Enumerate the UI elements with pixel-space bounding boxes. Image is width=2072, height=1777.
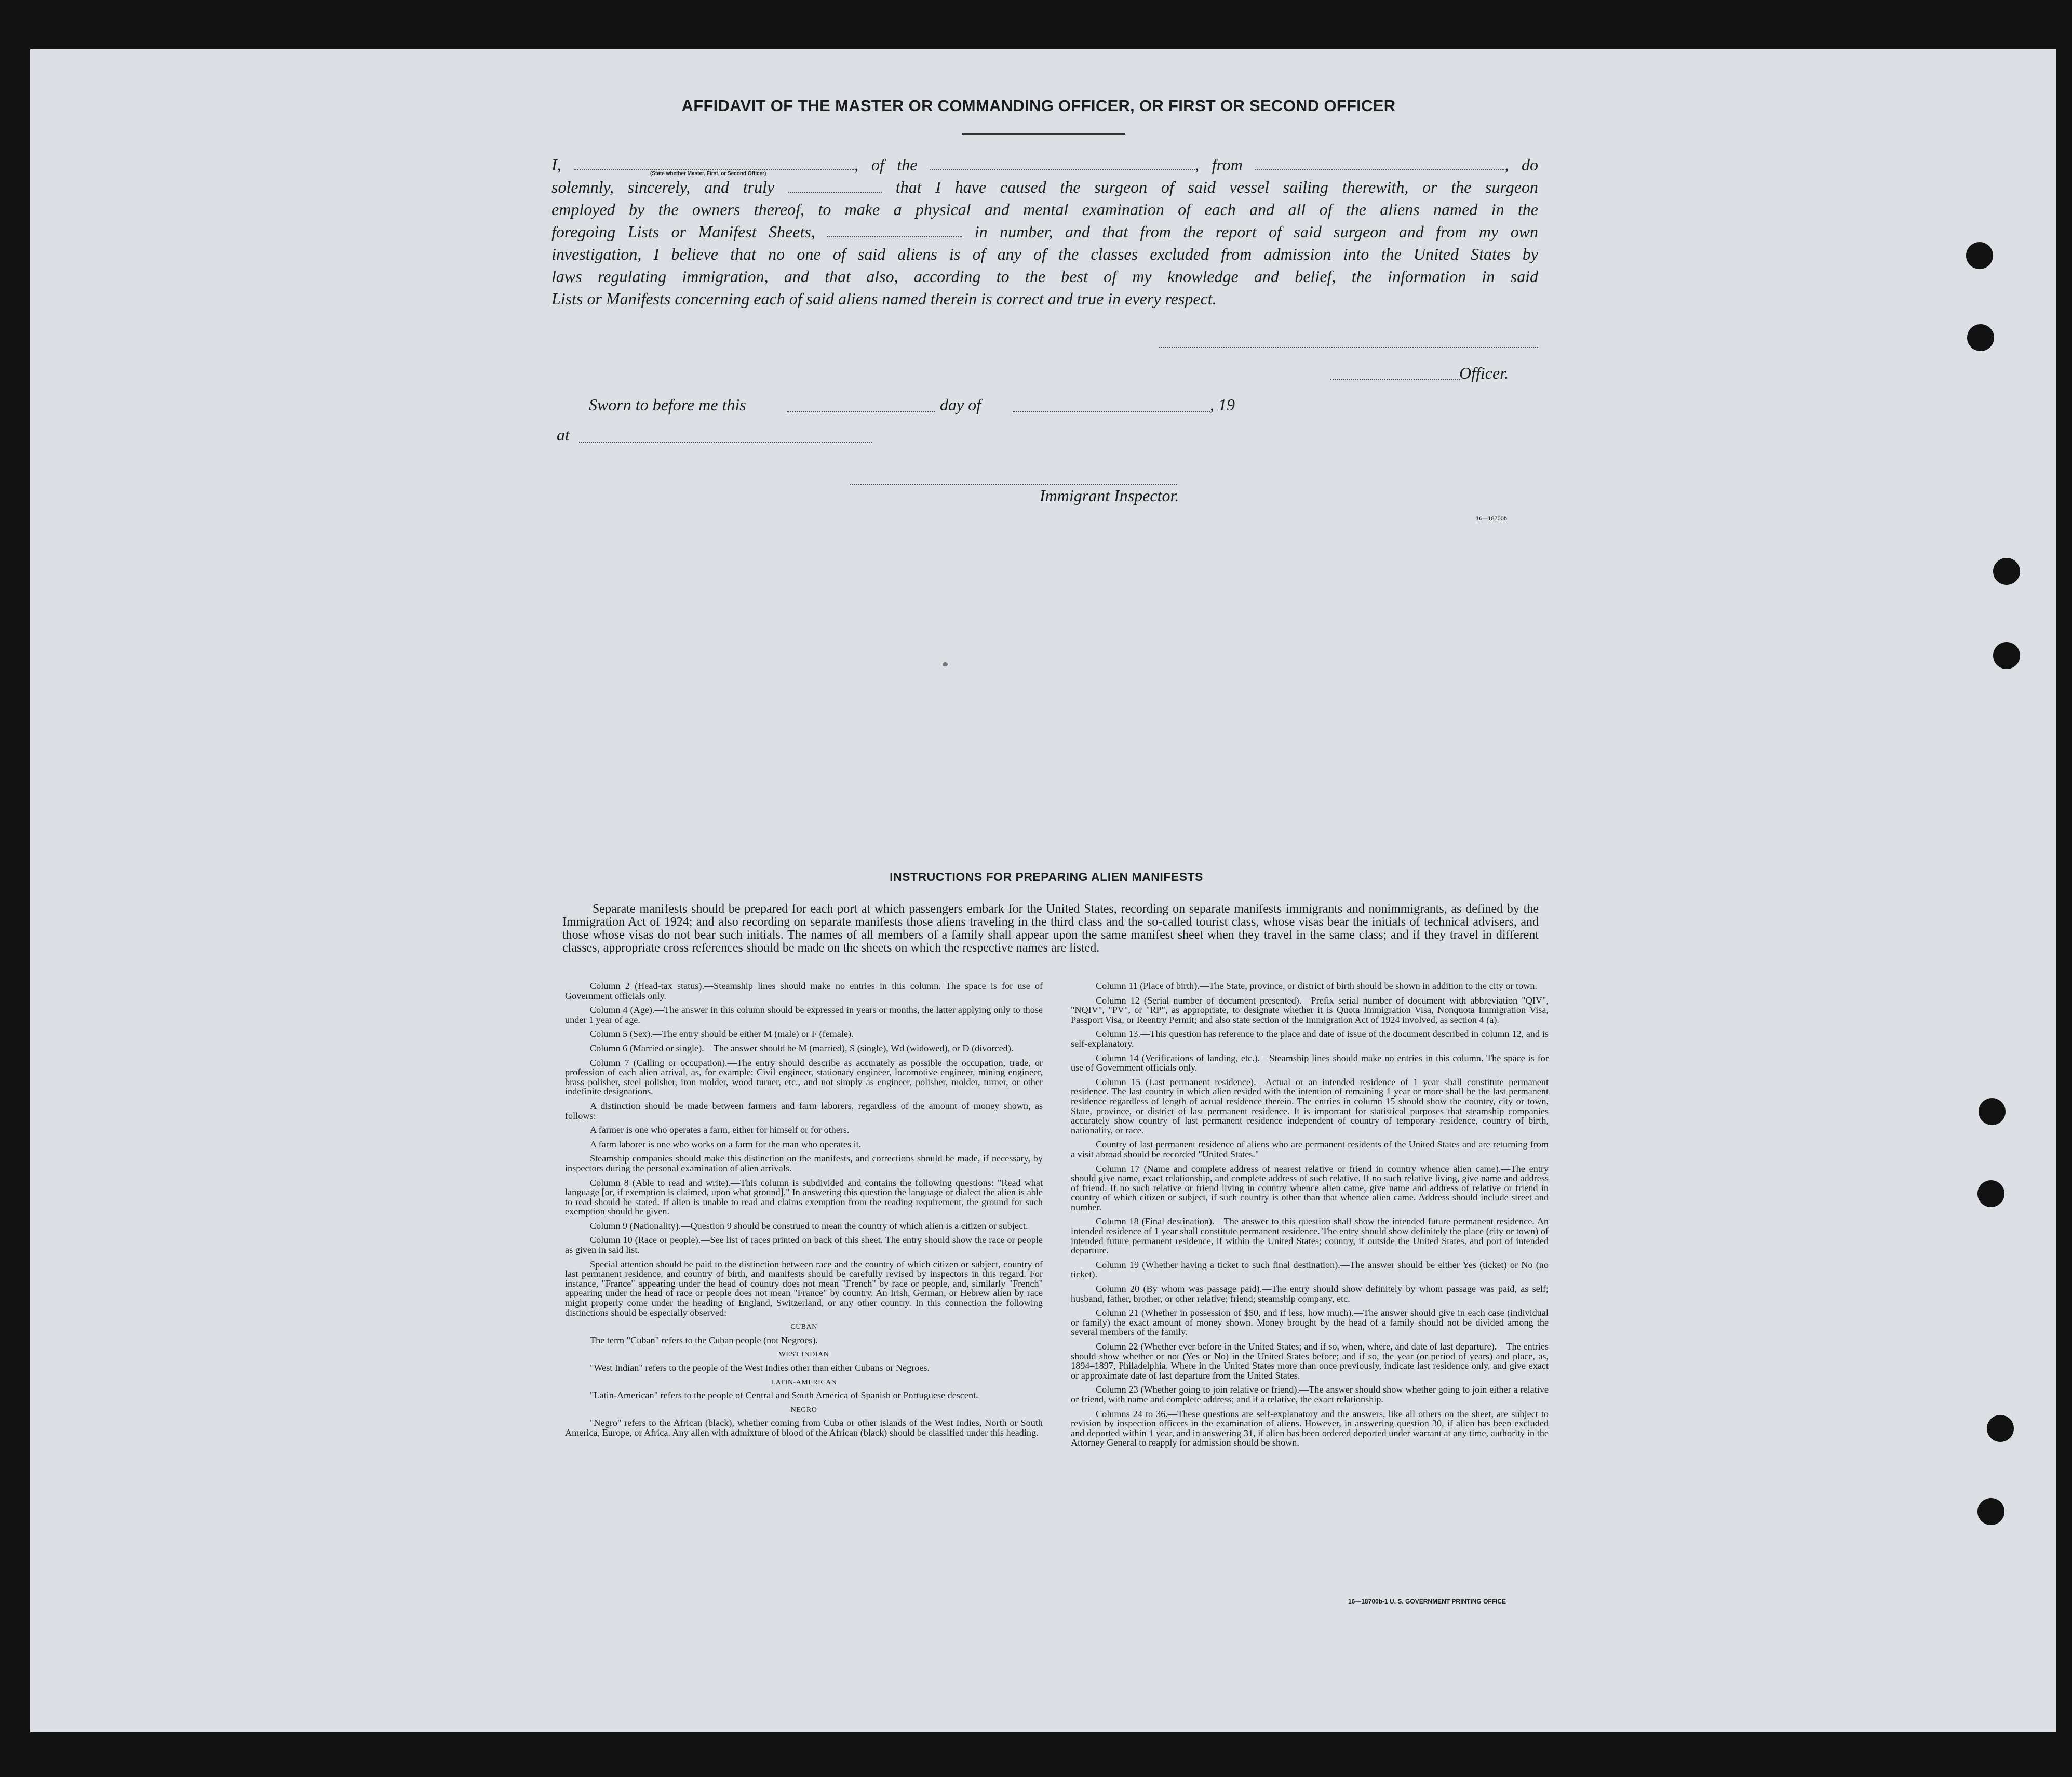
- punch-hole: [1977, 1498, 2004, 1525]
- affidavit-title: AFFIDAVIT OF THE MASTER OR COMMANDING OFFICER, OR FIRST OR SECOND OFFICER: [681, 97, 1396, 115]
- sheet-count-blank[interactable]: [827, 226, 962, 237]
- affidavit-body: [551, 154, 1538, 310]
- instruction-paragraph: Columns 24 to 36.—These questions are self-explanatory and the answers, like all others on the sheet, are subject to revision by inspection officers in the examination of aliens. However, in answering question 30, if alien has been excluded and deported within 1 year, and in answering 31, if alien has been ordered deported under warrant at any time, authority in the Attorney General to reapply for admission should be shown.: [1071, 1408, 1549, 1448]
- title-rule: [962, 133, 1125, 135]
- affidavit-line-5: investigation, I believe that no one of said aliens is of any of the classes excluded from admission into the United States by: [551, 245, 1538, 263]
- instruction-paragraph: Column 23 (Whether going to join relative or friend).—The answer should show whether going to join either a relative or friend, with name and complete address; and if a relative, the exact relationship.: [1071, 1384, 1549, 1405]
- instruction-paragraph: Column 6 (Married or single).—The answer should be M (married), S (single), Wd (widowed), or D (divorced).: [590, 1043, 1014, 1053]
- punch-hole: [1987, 1415, 2014, 1442]
- instructions-title: INSTRUCTIONS FOR PREPARING ALIEN MANIFESTS: [890, 870, 1203, 884]
- sworn-month-blank[interactable]: [1013, 411, 1210, 412]
- affidavit-line-7: Lists or Manifests concerning each of said aliens named therein is correct and true in every respect.: [551, 289, 1217, 308]
- affidavit-line-4: foregoing Lists or Manifest Sheets, in number, and that from the report of said surgeon and from my own: [551, 222, 1539, 241]
- affidavit-line-2: solemnly, sincerely, and truly that I have caused the surgeon of said vessel sailing therewith, or the surgeon: [551, 178, 1539, 196]
- punch-hole: [1977, 1180, 2004, 1207]
- printing-office-footer: 16—18700b-1 U. S. GOVERNMENT PRINTING OFFICE: [1348, 1598, 1506, 1605]
- instruction-paragraph: Column 22 (Whether ever before in the United States; and if so, when, where, and date of last departure).—The entries should show whether or not (Yes or No) in the United States before; and if so, the year (or period of years) and place, as, 1894–1897, Philadelphia. Where in the United States more than once previously, indicate last residence only, and give exact or approximate date of last departure from the United States.: [1071, 1341, 1549, 1381]
- affidavit-line-6: laws regulating immigration, and that also, according to the best of my knowledge and belief, the information in said: [551, 267, 1538, 286]
- instruction-paragraph: Steamship companies should make this distinction on the manifests, and corrections should be made, if necessary, by inspectors during the personal examination of alien arrivals.: [565, 1153, 1043, 1173]
- affidavit-subscript: (State whether Master, First, or Second Officer): [650, 171, 766, 177]
- instruction-paragraph: Column 20 (By whom was passage paid).—The entry should show definitely by whom passage was paid, as self; husband, father, brother, or other relative; friend; steamship company, etc.: [1071, 1284, 1549, 1304]
- punch-hole: [1966, 242, 1993, 269]
- instruction-paragraph: Column 13.—This question has reference to the place and date of issue of the document described in column 12, and is self-explanatory.: [1071, 1028, 1549, 1049]
- instruction-paragraph: A farmer is one who operates a farm, either for himself or for others.: [590, 1125, 850, 1135]
- instruction-paragraph: Column 15 (Last permanent residence).—Actual or an intended residence of 1 year shall constitute permanent residence. The last country in which alien resided with the intention of remaining 1 year or more shall be the last permanent residence regardless of length of actual residence therein. The entries in column 15 should show the country, city or town, State, province, or district of last permanent residence. It is important for statistical purposes that steamship companies accurately show country of last permanent residence independent of country of temporary residence, country of birth, nationality, or race.: [1071, 1076, 1549, 1135]
- sworn-day-blank[interactable]: [787, 411, 935, 412]
- instructions-right-column: [1071, 981, 1549, 1452]
- instruction-paragraph: "West Indian" refers to the people of the West Indies other than either Cubans or Negroes.: [590, 1362, 930, 1373]
- instruction-paragraph: Column 8 (Able to read and write).—This column is subdivided and contains the following questions: "Read what language [or, if exemption is claimed, upon what ground]." In answering this question the language or dialect the alien is able to read should be stated. If alien is unable to read and claims exemption from the reading requirement, the ground for such exemption should be given.: [565, 1177, 1043, 1217]
- sworn-label: Sworn to before me this: [589, 395, 746, 414]
- vessel-name-blank[interactable]: [930, 159, 1195, 170]
- punch-hole: [1979, 1098, 2006, 1125]
- officer-title-line[interactable]: [1330, 379, 1460, 380]
- instruction-paragraph: Column 21 (Whether in possession of $50, and if less, how much).—The answer should give in each case (individual or family) the exact amount of money shown. Money brought by the head of a family should not be divided among the several members of the family.: [1071, 1307, 1549, 1338]
- instruction-paragraph: Country of last permanent residence of aliens who are permanent residents of the United States and are returning from a visit abroad should be recorded "United States.": [1071, 1139, 1549, 1159]
- instruction-paragraph: Column 9 (Nationality).—Question 9 should be construed to mean the country of which alien is a citizen or subject.: [590, 1220, 1028, 1231]
- sworn-day-label: day of: [940, 395, 981, 414]
- inspector-signature-line[interactable]: [850, 484, 1177, 485]
- subheading-cuban: CUBAN: [790, 1323, 817, 1331]
- instruction-paragraph: Column 11 (Place of birth).—The State, province, or district of birth should be shown in addition to the city or town.: [1096, 981, 1537, 991]
- instruction-paragraph: A farm laborer is one who works on a farm for the man who operates it.: [590, 1139, 862, 1150]
- smudge-mark: [943, 662, 948, 666]
- subheading-west-indian: WEST INDIAN: [778, 1351, 829, 1359]
- instruction-paragraph: Column 12 (Serial number of document presented).—Prefix serial number of document with abbreviation "QIV", "NQIV", "PV", or "RP", as appropriate, to designate whether it is Quota Immigration Visa, Nonquota Immigration Visa, Passport Visa, or Reentry Permit; and also state section of the Immigration Act of 1924 involved, as section 4 (a).: [1071, 995, 1549, 1025]
- place-blank[interactable]: [579, 442, 872, 443]
- affidavit-line-3: employed by the owners thereof, to make a physical and mental examination of each and all of the aliens named in the: [551, 200, 1538, 219]
- sworn-year-label: , 19: [1210, 395, 1235, 414]
- instruction-paragraph: "Latin-American" refers to the people of Central and South America of Spanish or Portuguese descent.: [590, 1390, 978, 1401]
- subheading-latin-american: LATIN-AMERICAN: [771, 1378, 837, 1386]
- instruction-paragraph: The term "Cuban" refers to the Cuban people (not Negroes).: [590, 1334, 818, 1345]
- punch-hole: [1967, 324, 1994, 351]
- instruction-paragraph: "Negro" refers to the African (black), whether coming from Cuba or other islands of the West Indies, North or South America, Europe, or Africa. Any alien with admixture of blood of the African (black) should be classified under this heading.: [565, 1418, 1043, 1438]
- officer-rank-blank[interactable]: [574, 159, 854, 170]
- punch-hole: [1993, 558, 2020, 585]
- inspector-label: Immigrant Inspector.: [1040, 486, 1179, 505]
- instruction-paragraph: Column 19 (Whether having a ticket to such final destination).—The answer should be either Yes (ticket) or No (no ticket).: [1071, 1259, 1549, 1280]
- departure-port-blank[interactable]: [1255, 159, 1504, 170]
- instructions-intro: Separate manifests should be prepared for each port at which passengers embark for the United States, recording on separate manifests immigrants and nonimmigrants, as defined by the Immigration Act of 1924; and also recording on separate manifests those aliens traveling in the third class and the so-called tourist class, whose visas bear the initials of technical advisers, and those whose visas do not bear such initials. The names of all members of a family shall appear upon the same manifest sheet when they travel in the same class; and if they travel in different classes, appropriate cross references should be made on the sheets on which the respective names are listed.: [562, 902, 1539, 955]
- instruction-paragraph: Column 5 (Sex).—The entry should be either M (male) or F (female).: [590, 1028, 854, 1039]
- oath-blank[interactable]: [788, 182, 882, 193]
- subheading-negro: NEGRO: [790, 1406, 817, 1414]
- instruction-paragraph: Column 2 (Head-tax status).—Steamship lines should make no entries in this column. The space is for use of Government officials only.: [565, 981, 1043, 1001]
- officer-label: Officer.: [1459, 364, 1509, 382]
- instruction-paragraph: Column 18 (Final destination).—The answer to this question shall show the intended future permanent residence. An intended residence of 1 year shall constitute permanent residence. The entry should show definitely the place (city or town) of intended future permanent residence, if within the United States; country, if outside the United States, and port of intended departure.: [1071, 1216, 1549, 1256]
- instruction-paragraph: Column 14 (Verifications of landing, etc.).—Steamship lines should make no entries in this column. The space is for use of Government officials only.: [1071, 1052, 1549, 1073]
- instruction-paragraph: Column 10 (Race or people).—See list of races printed on back of this sheet. The entry should show the race or people as given in said list.: [565, 1235, 1043, 1255]
- signature-line[interactable]: [1159, 347, 1538, 348]
- instruction-paragraph: Column 17 (Name and complete address of nearest relative or friend in country whence alien came).—The entry should give name, exact relationship, and complete address of such relative. If no such relative living, give name and address of friend. If no such relative or friend living in country whence alien came, give name and address of relative or friend in country of which citizen or subject, if such country is other than that whence alien came. Address should include street and number.: [1071, 1163, 1549, 1212]
- affidavit-line-1: I, , of the , from , do: [551, 155, 1539, 174]
- instruction-paragraph: Column 7 (Calling or occupation).—The entry should describe as accurately as possible the occupation, trade, or profession of each alien arrival, as, for example: Civil engineer, stationary engineer, locomotive engineer, mining engineer, brass polisher, steel polisher, iron molder, wood turner, etc., and not simply as engineer, polisher, molder, turner, or other indefinite designations.: [565, 1057, 1043, 1097]
- form-number: 16—18700b: [1476, 516, 1507, 522]
- punch-hole: [1993, 642, 2020, 669]
- instruction-paragraph: Column 4 (Age).—The answer in this column should be expressed in years or months, the latter applying only to those under 1 year of age.: [565, 1005, 1043, 1025]
- instruction-paragraph: A distinction should be made between farmers and farm laborers, regardless of the amount of money shown, as follows:: [565, 1100, 1043, 1121]
- at-label: at: [557, 425, 570, 444]
- instruction-paragraph: Special attention should be paid to the distinction between race and the country of which citizen or subject, country of last permanent residence, and country of birth, and manifests should be carefully revised by inspectors in this regard. For instance, "France" appearing under the head of country does not mean "French" by race or people, and, similarly "French" appearing under the head of race or people does not mean "France" by country. An Irish, German, or Hebrew alien by race might properly come under the heading of England, Switzerland, or any other country. In this connection the following distinctions should be especially observed:: [565, 1259, 1043, 1318]
- instructions-left-column: [565, 981, 1043, 1442]
